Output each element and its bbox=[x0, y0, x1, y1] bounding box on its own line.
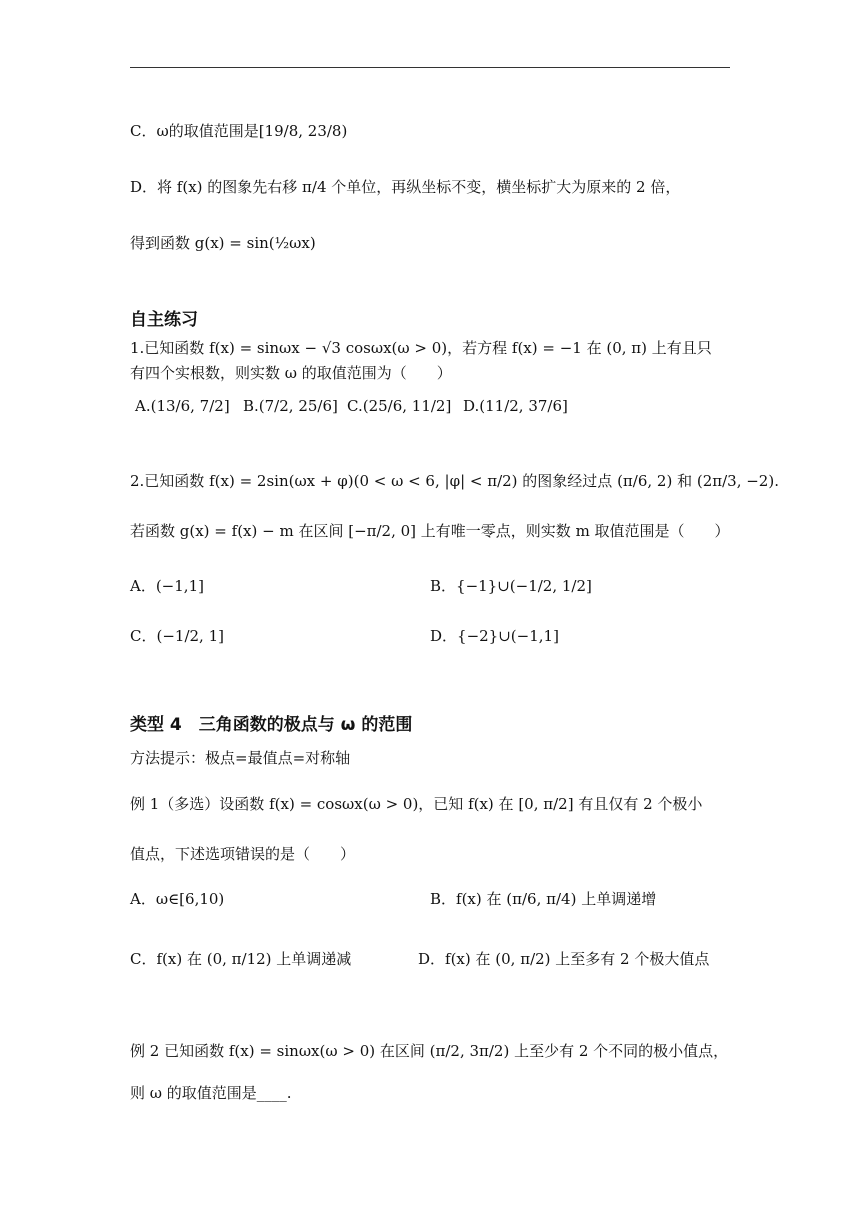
option-d-text-line1: D．将 f(x) 的图象先右移 π/4 个单位，再纵坐标不变，横坐标扩大为原来的 2 倍， bbox=[130, 178, 681, 196]
option-d-text-line2: 得到函数 g(x) = sin(½ωx) bbox=[130, 234, 316, 252]
method-tip: 方法提示：极点=最值点=对称轴 bbox=[130, 749, 351, 767]
problem-1-option-b: B.(7/2, 25/6] bbox=[243, 397, 338, 415]
section-heading-practice: 自主练习 bbox=[130, 310, 198, 330]
example-1-option-b: B．f(x) 在 (π/6, π/4) 上单调递增 bbox=[430, 890, 657, 908]
problem-1-line1: 1.已知函数 f(x) = sinωx − √3 cosωx(ω > 0)，若方程 f(x) = −1 在 (0, π) 上有且只 bbox=[130, 339, 712, 357]
example-1-line2: 值点，下述选项错误的是（ ） bbox=[130, 845, 356, 863]
problem-2-option-c: C．(−1/2, 1] bbox=[130, 627, 224, 645]
problem-2-option-b: B．{−1}∪(−1/2, 1/2] bbox=[430, 577, 592, 595]
problem-2-option-d: D．{−2}∪(−1,1] bbox=[430, 627, 559, 645]
example-1-line1: 例 1（多选）设函数 f(x) = cosωx(ω > 0)，已知 f(x) 在 [0, π/2] 有且仅有 2 个极小 bbox=[130, 795, 703, 813]
example-1-option-c: C．f(x) 在 (0, π/12) 上单调递减 bbox=[130, 950, 352, 968]
problem-1-option-a: A.(13/6, 7/2] bbox=[135, 397, 230, 415]
problem-2-option-a: A．(−1,1] bbox=[130, 577, 204, 595]
problem-1-option-c: C.(25/6, 11/2] bbox=[347, 397, 452, 415]
option-c-text: C．ω的取值范围是[19/8, 23/8) bbox=[130, 122, 348, 140]
example-2-line2: 则 ω 的取值范围是____. bbox=[130, 1084, 292, 1102]
example-2-line1: 例 2 已知函数 f(x) = sinωx(ω > 0) 在区间 (π/2, 3π/2) 上至少有 2 个不同的极小值点， bbox=[130, 1042, 729, 1060]
example-1-option-a: A．ω∈[6,10) bbox=[130, 890, 225, 908]
problem-1-option-d: D.(11/2, 37/6] bbox=[463, 397, 568, 415]
problem-2-line2: 若函数 g(x) = f(x) − m 在区间 [−π/2, 0] 上有唯一零点，则实数 m 取值范围是（ ） bbox=[130, 522, 730, 540]
header-rule bbox=[130, 67, 730, 68]
section-heading-type4: 类型 4 三角函数的极点与 ω 的范围 bbox=[130, 715, 413, 735]
problem-1-line2: 有四个实根数，则实数 ω 的取值范围为（ ） bbox=[130, 364, 452, 382]
problem-2-line1: 2.已知函数 f(x) = 2sin(ωx + φ)(0 < ω < 6, |φ| < π/2) 的图象经过点 (π/6, 2) 和 (2π/3, −2). bbox=[130, 472, 779, 490]
example-1-option-d: D．f(x) 在 (0, π/2) 上至多有 2 个极大值点 bbox=[418, 950, 710, 968]
